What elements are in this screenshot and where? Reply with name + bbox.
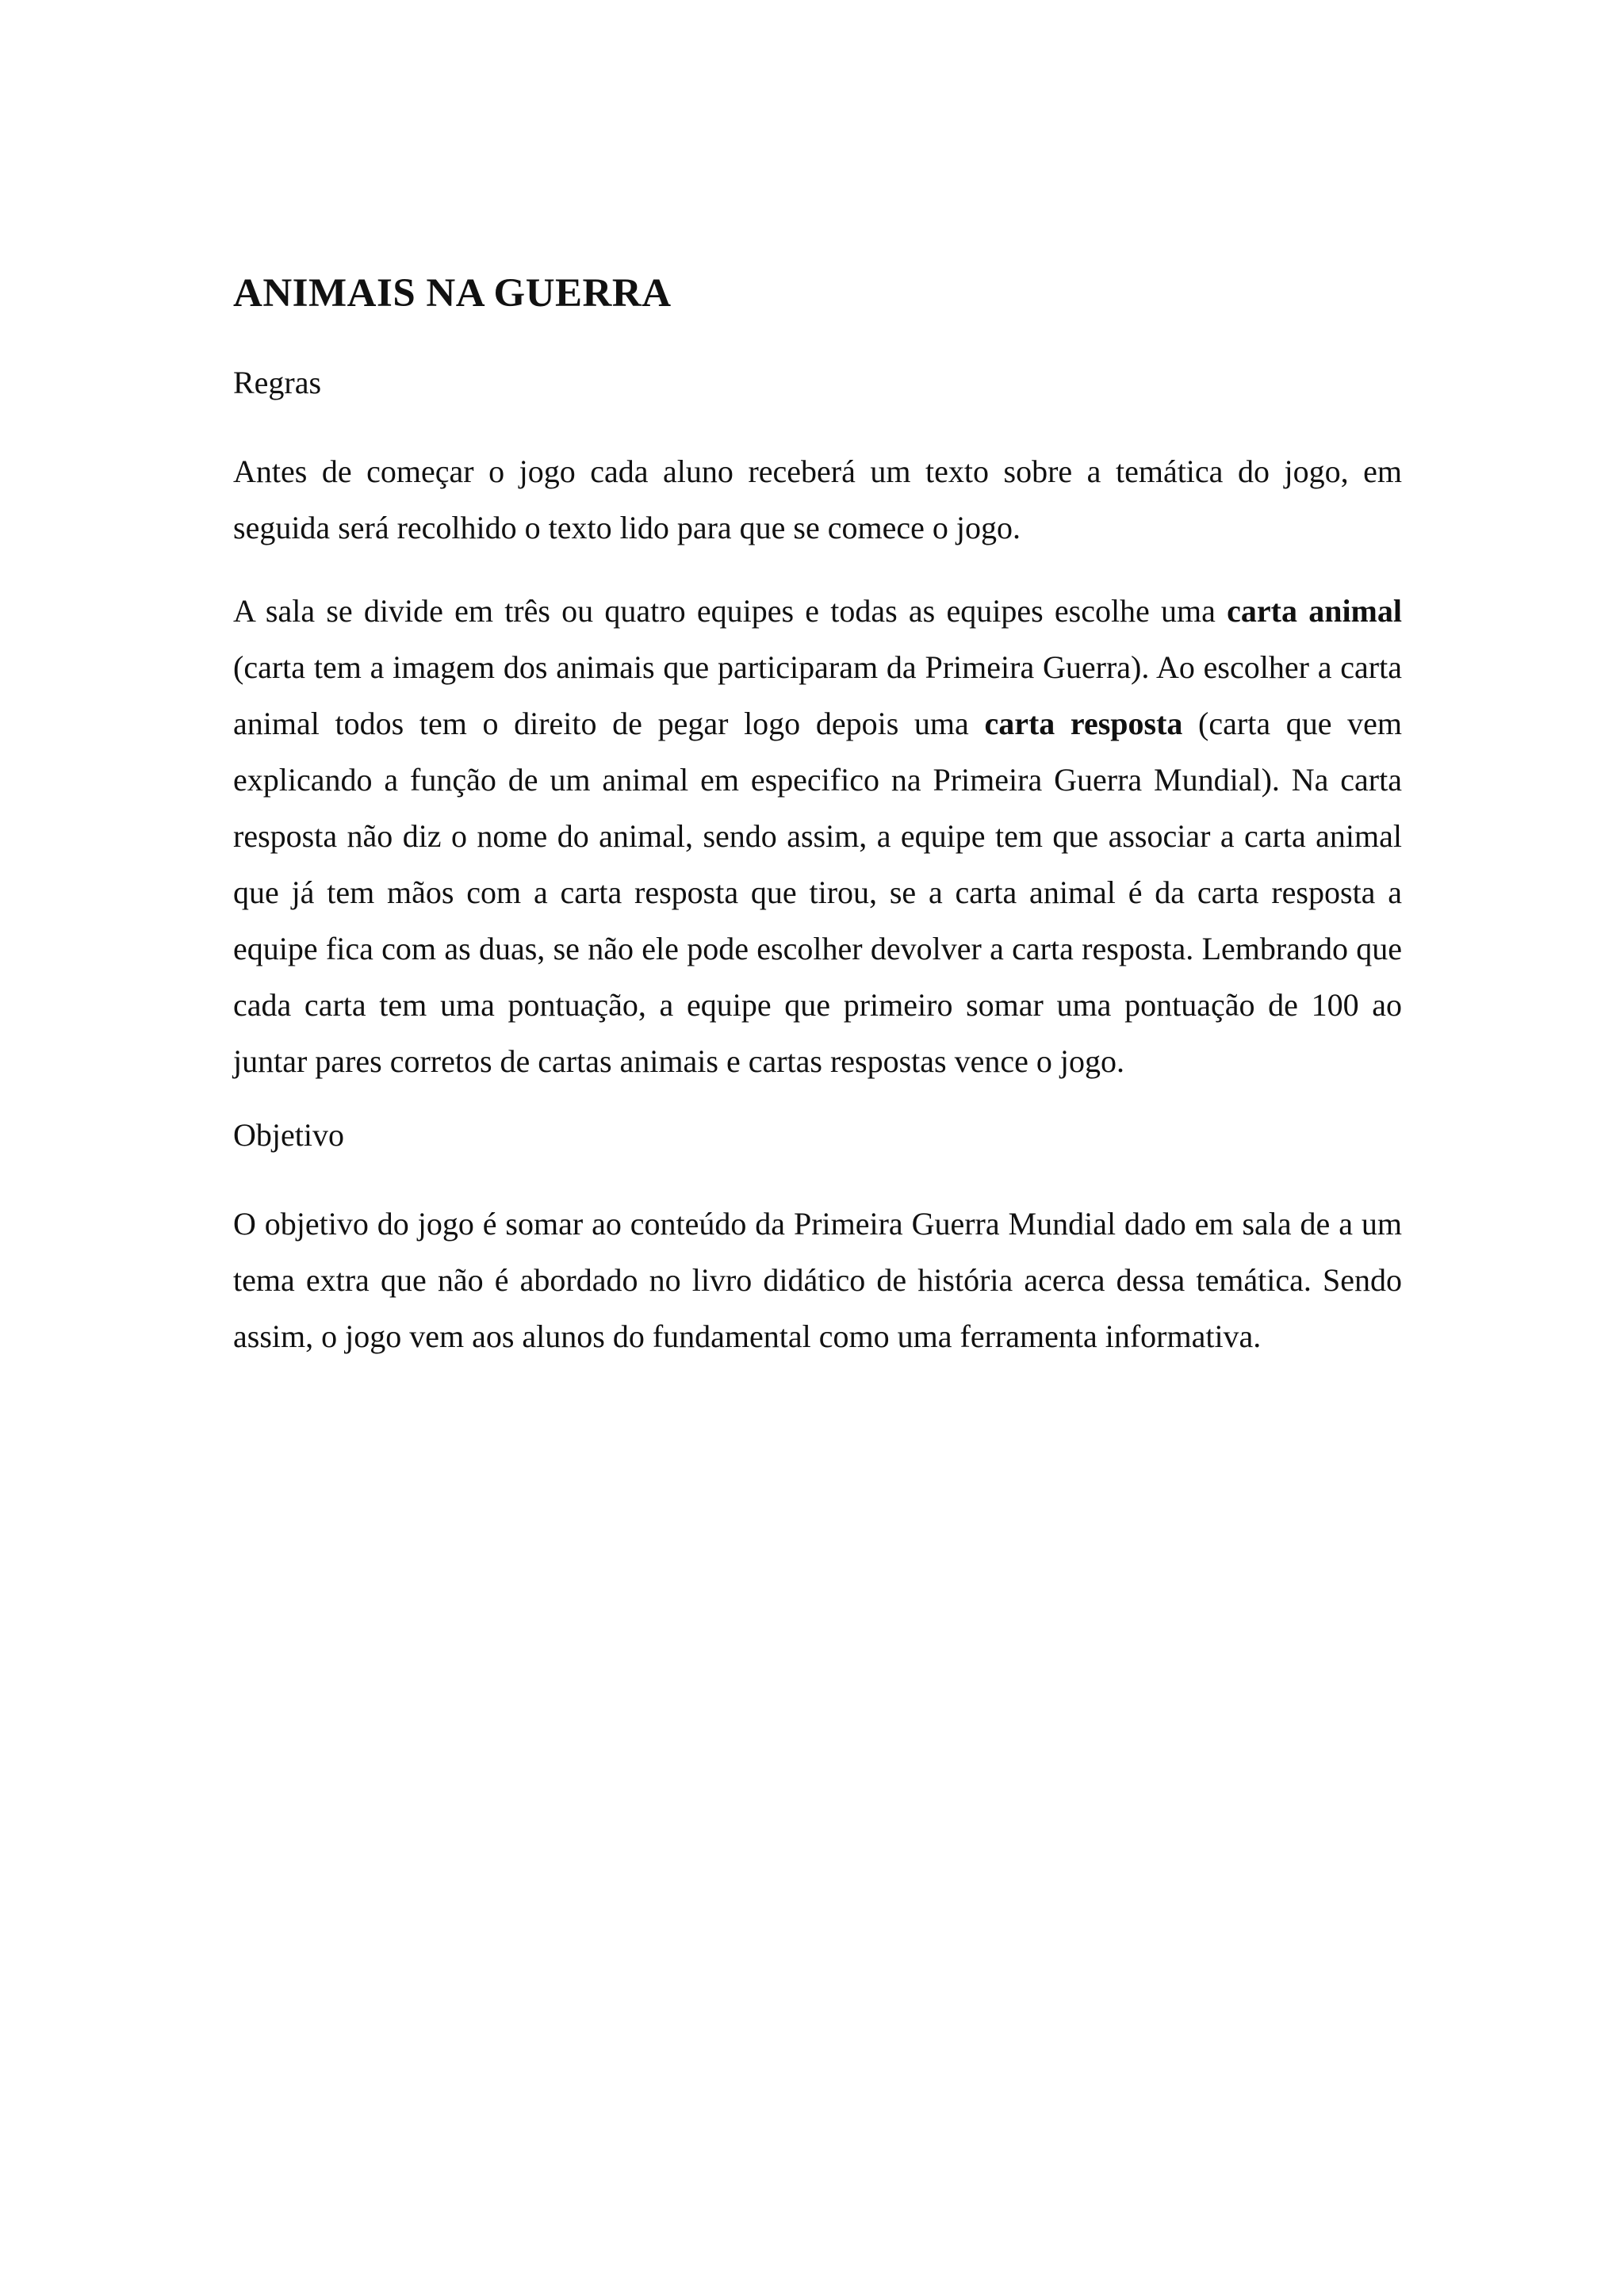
section-heading-objetivo: Objetivo xyxy=(233,1117,344,1154)
rules-text-part2: (carta tem a imagem dos animais que participaram da Primeira Guerra). Ao escolher a carta animal todos tem o direito de pegar logo depois uma xyxy=(233,649,1402,742)
paragraph-rules xyxy=(233,583,1402,1089)
paragraph-intro: Antes de começar o jogo cada aluno receberá um texto sobre a temática do jogo, em seguida será recolhido o texto lido para que se comece o jogo. xyxy=(233,453,1402,546)
section-heading-regras: Regras xyxy=(233,365,322,401)
rules-text-part1: A sala se divide em três ou quatro equipes e todas as equipes escolhe uma xyxy=(233,593,1228,629)
document-title: ANIMAIS NA GUERRA xyxy=(233,271,672,316)
rules-bold-carta-animal: carta animal xyxy=(1227,593,1402,629)
paragraph-objective: O objetivo do jogo é somar ao conteúdo da Primeira Guerra Mundial dado em sala de a um tema extra que não é abordado no livro didático de história acerca dessa temática. Sendo assim, o jogo vem aos alunos do fundamental como uma ferramenta informativa. xyxy=(233,1206,1402,1355)
rules-bold-carta-resposta: carta resposta xyxy=(984,706,1183,742)
document-page xyxy=(233,270,1402,1391)
rules-text-part3: (carta que vem explicando a função de um animal em especifico na Primeira Guerra Mundial). Na carta resposta não diz o nome do animal, sendo assim, a equipe tem que associar a carta animal que já tem mãos com a carta resposta que tirou, se a carta animal é da carta resposta a equipe fica com as duas, se não ele pode escolher devolver a carta resposta. Lembrando que cada carta tem uma pontuação, a equipe que primeiro somar uma pontuação de 100 ao juntar pares corretos de cartas animais e cartas respostas vence o jogo. xyxy=(233,706,1402,1080)
